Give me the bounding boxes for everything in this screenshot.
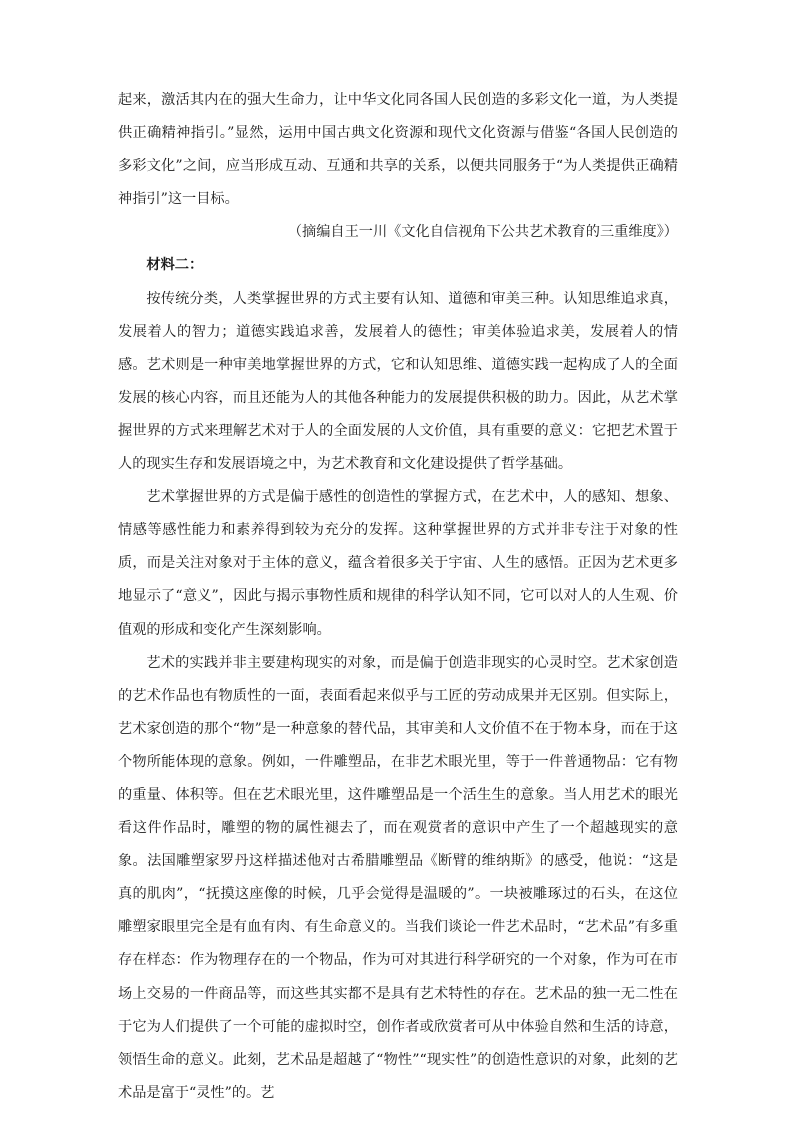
body-paragraph-1: 按传统分类，人类掌握世界的方式主要有认知、道德和审美三种。认知思维追求真，发展着人的智力；道德实践追求善，发展着人的德性；审美体验追求美，发展着人的情感。艺术则是一种审美地掌握世界的方式，它和认知思维、道德实践一起构成了人的全面发展的核心内容，而且还能为人的其他各种能力的发展提供积极的助力。因此，从艺术掌握世界的方式来理解艺术对于人的全面发展的人文价值，具有重要的意义：它把艺术置于人的现实生存和发展语境之中，为艺术教育和文化建设提供了哲学基础。 <box>118 290 678 473</box>
intro-paragraph: 起来，激活其内在的强大生命力，让中华文化同各国人民创造的多彩文化一道，为人类提供正确精神指引。”显然，运用中国古典文化资源和现代文化资源与借鉴“各国人民创造的多彩文化”之间，应当形成互动、互通和共享的关系，以便共同服务于“为人类提供正确精神指引”这一目标。 <box>118 92 678 208</box>
material-two-heading: 材料二： <box>146 257 204 274</box>
document-page <box>118 84 678 1110</box>
body-paragraph-3: 艺术的实践并非主要建构现实的对象，而是偏于创造非现实的心灵时空。艺术家创造的艺术作品也有物质性的一面，表面看起来似乎与工匠的劳动成果并无区别。但实际上，艺术家创造的那个“物”是一种意象的替代品，其审美和人文价值不在于物本身，而在于这个物所能体现的意象。例如，一件雕塑品，在非艺术眼光里，等于一件普通物品：它有物的重量、体积等。但在艺术眼光里，这件雕塑品是一个活生生的意象。当人用艺术的眼光看这件作品时，雕塑的物的属性褪去了，而在观赏者的意识中产生了一个超越现实的意象。法国雕塑家罗丹这样描述他对古希腊雕塑品《断臂的维纳斯》的感受，他说：“这是真的肌肉”，“抚摸这座像的时候，几乎会觉得是温暖的”。一块被雕琢过的石头，在这位雕塑家眼里完全是有血有肉、有生命意义的。当我们谈论一件艺术品时，“艺术品”有多重存在样态：作为物理存在的一个物品，作为可对其进行科学研究的一个对象，作为可在市场上交易的一件商品等，而这些其实都不是具有艺术特性的存在。艺术品的独一无二性在于它为人们提供了一个可能的虚拟时空，创作者或欣赏者可从中体验自然和生活的诗意，领悟生命的意义。此刻，艺术品是超越了“物性”“现实性”的创造性意识的对象，此刻的艺术品是富于“灵性”的。艺 <box>118 654 678 1101</box>
source-citation: （摘编自王一川《文化自信视角下公共艺术教育的三重维度》） <box>287 224 678 241</box>
body-paragraph-2: 艺术掌握世界的方式是偏于感性的创造性的掌握方式，在艺术中，人的感知、想象、情感等感性能力和素养得到较为充分的发挥。这种掌握世界的方式并非专注于对象的性质，而是关注对象对于主体的意义，蕴含着很多关于宇宙、人生的感悟。正因为艺术更多地显示了“意义”，因此与揭示事物性质和规律的科学认知不同，它可以对人的人生观、价值观的形成和变化产生深刻影响。 <box>118 489 678 638</box>
